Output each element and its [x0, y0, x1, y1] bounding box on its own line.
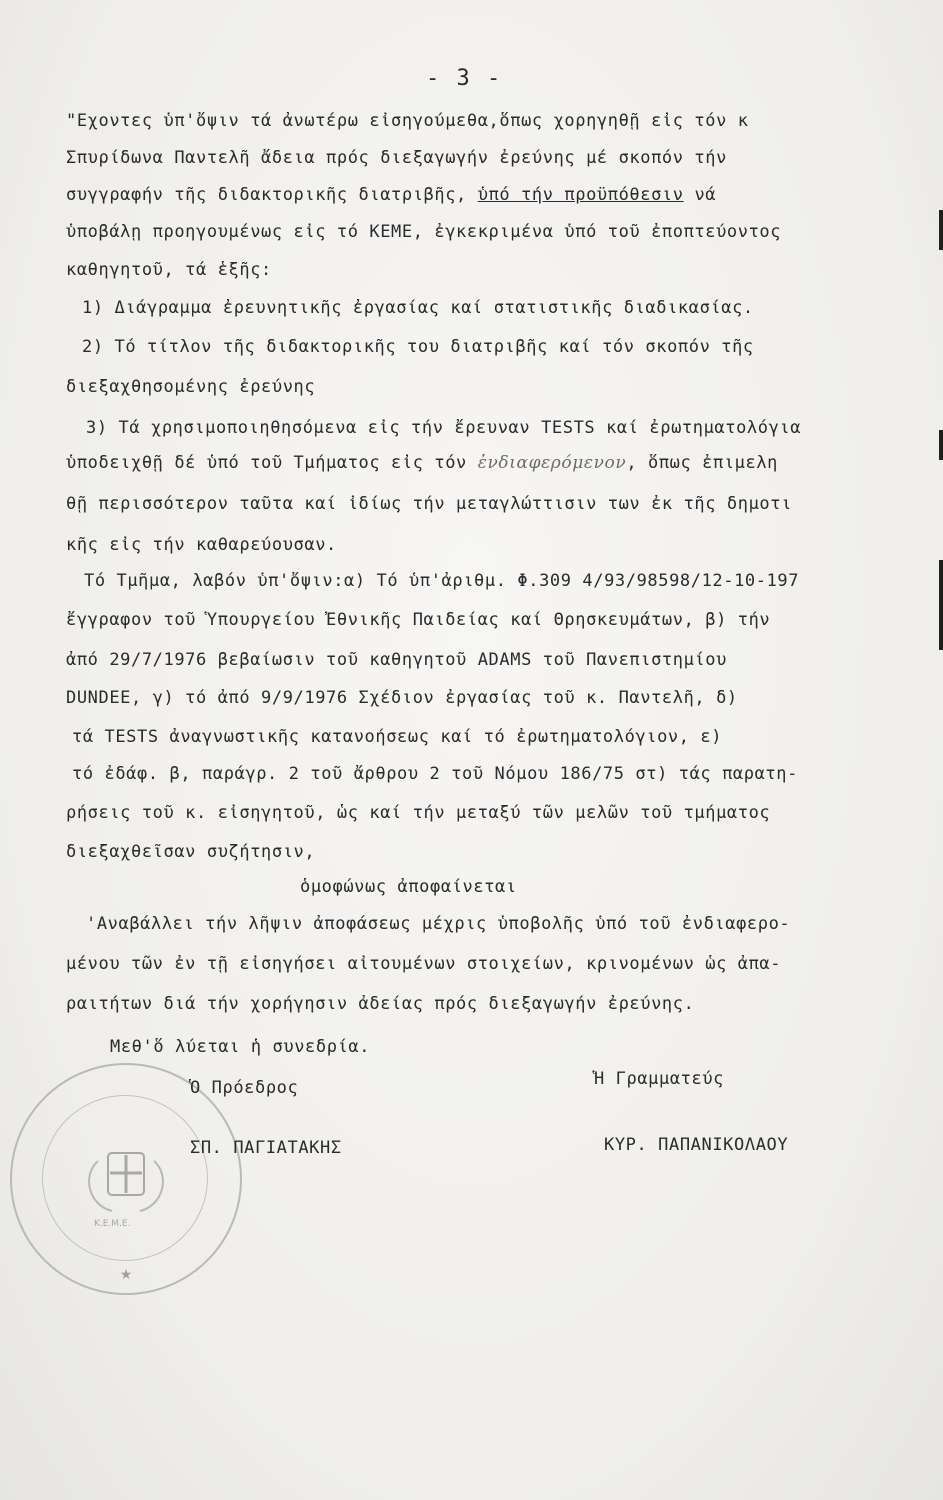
svg-text:★: ★ — [119, 1267, 133, 1283]
body-line-text: συγγραφήν τῆς διδακτορικῆς διατριβῆς, — [66, 185, 467, 205]
body-line: ραιτήτων διά τήν χορήγησιν ἀδείας πρός διεξαγωγήν ἐρεύνης. — [66, 994, 695, 1014]
body-line: ὑποβάλῃ προηγουμένως εἰς τό ΚΕΜΕ, ἐγκεκριμένα ὑπό τοῦ ἐποπτεύοντος — [66, 222, 782, 242]
body-line: Σπυρίδωνα Παντελῆ ἄδεια πρός διεξαγωγήν ἐρεύνης μέ σκοπόν τήν — [66, 148, 727, 168]
page-number: - 3 - — [426, 66, 503, 91]
scan-edge-mark — [939, 210, 943, 250]
body-line: διεξαχθεῖσαν συζήτησιν, — [66, 842, 316, 862]
body-line: θῇ περισσότερον ταῦτα καί ἰδίως τήν μεταγλώττισιν των ἐκ τῆς δημοτι — [66, 494, 792, 514]
body-line: τά TESTS ἀναγνωστικῆς κατανοήσεως καί τό ἐρωτηματολόγιον, ε) — [72, 727, 723, 747]
scan-edge-mark — [939, 430, 943, 460]
body-line-text: ὑποδειχθῇ δέ ὑπό τοῦ Τμήματος εἰς τόν — [66, 453, 467, 473]
body-line: Μεθ'ὅ λύεται ἡ συνεδρία. — [110, 1037, 371, 1057]
body-line: ρήσεις τοῦ κ. εἰσηγητοῦ, ὡς καί τήν μεταξύ τῶν μελῶν τοῦ τμήματος — [66, 803, 771, 823]
list-item: 3) Τά χρησιμοποιηθησόμενα εἰς τήν ἔρευναν TESTS καί ἐρωτηματολόγια — [86, 418, 802, 438]
body-line-tail: νά — [694, 185, 717, 205]
scan-edge-mark — [939, 560, 943, 650]
stamp-center-text: Κ.Ε.Μ.Ε. — [94, 1219, 131, 1229]
body-line: τό ἐδάφ. β, παράγρ. 2 τοῦ ἄρθρου 2 τοῦ Νόμου 186/75 στ) τάς παρατη- — [72, 764, 798, 784]
president-title: Ὁ Πρόεδρος — [190, 1078, 299, 1098]
body-line — [66, 453, 778, 473]
body-line: κῆς εἰς τήν καθαρεύουσαν. — [66, 535, 337, 555]
body-line: ἔγγραφον τοῦ Ὑπουργείου Ἐθνικῆς Παιδείας καί Θρησκευμάτων, β) τήν — [66, 610, 771, 630]
body-line-tail: , ὅπως ἐπιμελη — [626, 453, 779, 473]
decision-heading: ὁμοφώνως ἀποφαίνεται — [300, 877, 517, 897]
body-line: DUNDEE, γ) τό ἀπό 9/9/1976 Σχέδιον ἐργασίας τοῦ κ. Παντελῆ, δ) — [66, 688, 738, 708]
secretary-name: ΚΥΡ. ΠΑΠΑΝΙΚΟΛΑΟΥ — [604, 1135, 789, 1155]
list-item: 1) Διάγραμμα ἐρευνητικῆς ἐργασίας καί στατιστικῆς διαδικασίας. — [82, 298, 754, 318]
body-line: διεξαχθησομένης ἐρεύνης — [66, 377, 316, 397]
body-line: ἀπό 29/7/1976 βεβαίωσιν τοῦ καθηγητοῦ ADAMS τοῦ Πανεπιστημίου — [66, 650, 727, 670]
body-line: καθηγητοῦ, τά ἑξῆς: — [66, 260, 272, 280]
handwritten-insert: ἐνδιαφερόμενον — [477, 453, 627, 473]
body-line — [66, 185, 716, 205]
president-name: ΣΠ. ΠΑΓΙΑΤΑΚΗΣ — [190, 1138, 342, 1158]
body-line: Τό Τμῆμα, λαβόν ὑπ'ὄψιν:α) Τό ὑπ'ἀριθμ. Φ.309 4/93/98598/12-10-197 — [84, 571, 800, 591]
body-line: μένου τῶν ἐν τῇ εἰσηγήσει αἰτουμένων στοιχείων, κρινομένων ὡς ἀπα- — [66, 954, 782, 974]
list-item: 2) Τό τίτλον τῆς διδακτορικῆς του διατριβῆς καί τόν σκοπόν τῆς — [82, 337, 754, 357]
body-line: "Εχοντες ὑπ'ὄψιν τά ἀνωτέρω εἰσηγούμεθα,ὅπως χορηγηθῇ εἰς τόν κ — [66, 111, 749, 131]
secretary-title: Ἡ Γραμματεύς — [594, 1069, 725, 1089]
underlined-phrase: ὑπό τήν προϋπόθεσιν — [477, 185, 684, 205]
body-line: 'Αναβάλλει τήν λῆψιν ἀποφάσεως μέχρις ὑποβολῆς ὑπό τοῦ ἐνδιαφερο- — [86, 914, 791, 934]
